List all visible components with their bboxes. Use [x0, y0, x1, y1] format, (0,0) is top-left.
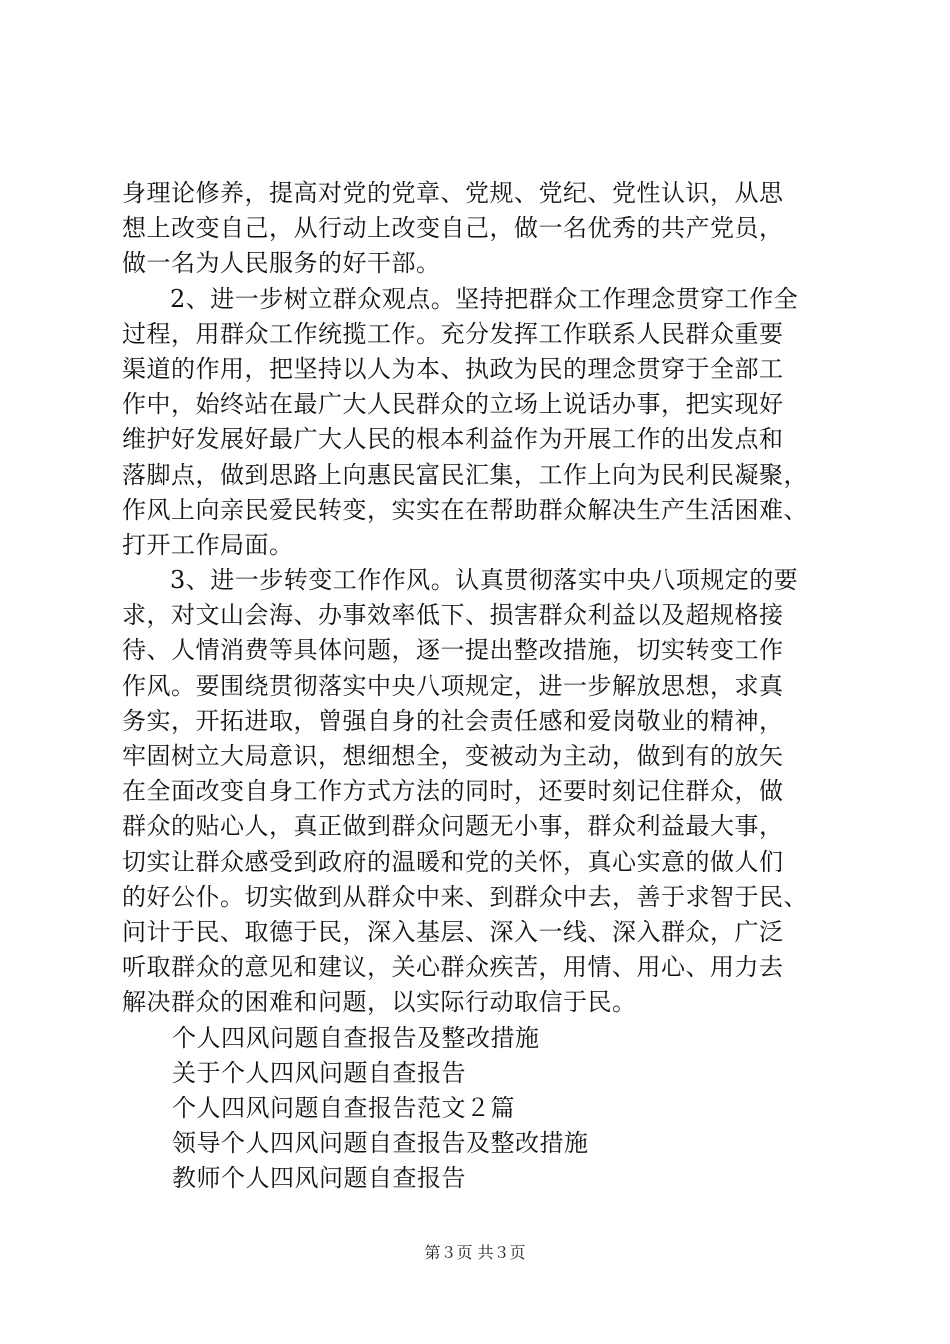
- text-line: 牢固树立大局意识，想细想全，变被动为主动，做到有的放矢: [122, 742, 784, 770]
- text-line: 的好公仆。切实做到从群众中来、到群众中去，善于求智于民、: [122, 882, 808, 911]
- related-link[interactable]: 个人四风问题自查报告及整改措施: [172, 1023, 540, 1052]
- text-line: 打开工作局面。: [122, 530, 294, 559]
- document-body: [122, 176, 842, 1196]
- text-line: 过程，用群众工作统揽工作。充分发挥工作联系人民群众重要: [122, 319, 784, 348]
- text-line: 身理论修养，提高对党的党章、党规、党纪、党性认识，从思: [122, 179, 784, 207]
- text-line: 切实让群众感受到政府的温暖和党的关怀，真心实意的做人们: [122, 847, 784, 876]
- paragraph-3: [122, 563, 842, 1020]
- text-line: 渠道的作用，把坚持以人为本、执政为民的理念贯穿于全部工: [122, 354, 784, 383]
- text-line: 解决群众的困难和问题，以实际行动取信于民。: [122, 988, 637, 1017]
- text-line: 2、进一步树立群众观点。坚持把群众工作理念贯穿工作全: [170, 284, 799, 313]
- text-line: 做一名为人民服务的好干部。: [122, 249, 441, 278]
- text-line: 求，对文山会海、办事效率低下、损害群众利益以及超规格接: [122, 601, 784, 630]
- related-links: [122, 1021, 842, 1197]
- text-line: 作风上向亲民爱民转变，实实在在帮助群众解决生产生活困难、: [122, 495, 808, 524]
- text-line: 作风。要围绕贯彻落实中央八项规定，进一步解放思想，求真: [122, 671, 784, 700]
- text-line: 听取群众的意见和建议，关心群众疾苦，用情、用心、用力去: [122, 953, 784, 982]
- text-line: 问计于民、取德于民，深入基层、深入一线、深入群众，广泛: [122, 917, 784, 946]
- page-number-footer: 第３页 共３页: [424, 1243, 526, 1262]
- related-link[interactable]: 教师个人四风问题自查报告: [172, 1164, 466, 1193]
- related-link[interactable]: 关于个人四风问题自查报告: [172, 1058, 466, 1087]
- text-line: 想上改变自己，从行动上改变自己，做一名优秀的共产党员，: [122, 214, 784, 243]
- text-line: 落脚点，做到思路上向惠民富民汇集，工作上向为民利民凝聚，: [122, 460, 808, 489]
- text-line: 3、进一步转变工作作风。认真贯彻落实中央八项规定的要: [170, 566, 799, 595]
- paragraph-1: [122, 176, 842, 282]
- text-line: 作中，始终站在最广大人民群众的立场上说话办事，把实现好: [122, 390, 784, 419]
- text-line: 群众的贴心人，真正做到群众问题无小事，群众利益最大事，: [122, 812, 784, 841]
- related-link[interactable]: 领导个人四风问题自查报告及整改措施: [172, 1129, 589, 1158]
- text-line: 在全面改变自身工作方式方法的同时，还要时刻记住群众，做: [122, 777, 784, 806]
- paragraph-2: [122, 282, 842, 564]
- related-link[interactable]: 个人四风问题自查报告范文２篇: [172, 1093, 515, 1122]
- text-line: 待、人情消费等具体问题，逐一提出整改措施，切实转变工作: [122, 636, 784, 665]
- text-line: 维护好发展好最广大人民的根本利益作为开展工作的出发点和: [122, 425, 784, 454]
- text-line: 务实，开拓进取，曾强自身的社会责任感和爱岗敬业的精神，: [122, 706, 784, 735]
